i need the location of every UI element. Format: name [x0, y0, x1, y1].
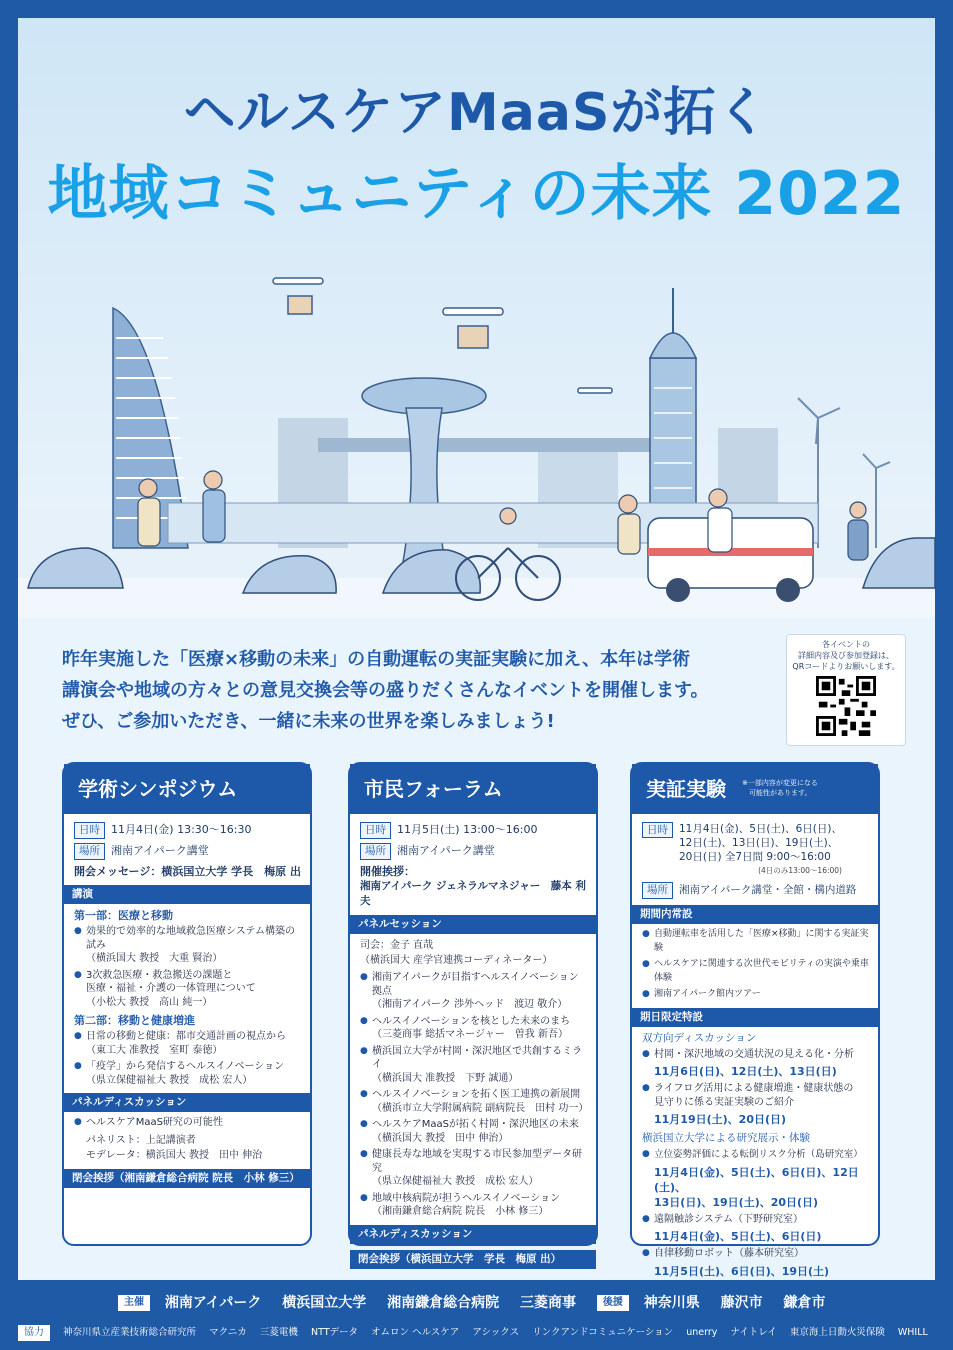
qr-code-icon[interactable]: [816, 676, 876, 736]
regular-bar: 期間内常設: [632, 905, 878, 924]
host-tag: 主催: [118, 1295, 150, 1311]
forum-title: 市民フォーラム: [350, 764, 596, 814]
closing-bar: 閉会挨拶（横浜国立大学 学長 梅原 出）: [350, 1250, 596, 1269]
qr-note-line3: QRコードよりお願いします。: [792, 662, 900, 671]
panel-bar: パネルディスカッション: [350, 1225, 596, 1244]
footer-cooperators: [18, 1324, 938, 1341]
disc-dates2: 11月19日(土)、20日(日): [654, 1113, 787, 1126]
list-item: ● 「疫学」から発信するヘルスイノベーション （県立保健福祉大 教授 成松 宏人）: [74, 1060, 302, 1087]
disc-dates1: 11月6日(日)、12日(土)、13日(日): [654, 1065, 837, 1078]
cooperator-name: ナイトレイ: [730, 1327, 777, 1338]
list-item: ● ヘルスケアMaaSが拓く村岡・深沢地区の未来 （横浜国大 教授 田中 伸治）: [360, 1118, 588, 1145]
place-tag: 場所: [360, 843, 391, 860]
support-tag: 後援: [597, 1295, 629, 1311]
demo-date-line3: 20日(日) 全7日間 9:00～16:00: [679, 851, 831, 863]
place-tag: 場所: [642, 882, 673, 899]
exhibit-title: 横浜国立大学による研究展示・体験: [642, 1132, 810, 1144]
cooperator-name: unerry: [686, 1327, 718, 1338]
greeting: 湘南アイパーク ジェネラルマネジャー 藤本 利夫: [360, 880, 586, 907]
cooperator-name: 三菱電機: [259, 1327, 298, 1338]
list-item: ● ヘルスケアに関連する次世代モビリティの実演や乗車体験: [642, 958, 870, 985]
cooperator-name: NTTデータ: [310, 1327, 359, 1338]
supporter-name: 神奈川県: [643, 1295, 700, 1311]
part1-title: 第一部：医療と移動: [74, 909, 173, 922]
cooperator-name: 神奈川県立産業技術総合研究所: [63, 1327, 197, 1338]
forum-place: 湘南アイパーク講堂: [397, 844, 495, 857]
host-name: 湘南アイパーク: [164, 1295, 262, 1311]
ex-dates3: 11月5日(土)、6日(日)、19日(土): [654, 1264, 830, 1278]
ex-dates2: 11月4日(金)、5日(土)、6日(日): [654, 1230, 822, 1243]
list-item: ● 自律移動ロボット（藤本研究室）: [642, 1247, 870, 1261]
symposium-card: [62, 762, 312, 1246]
list-item: ● 効果的で効率的な地域救急医療システム構築の試み （横浜国大 教授 大重 賢治）: [74, 925, 302, 966]
date-tag: 日時: [74, 822, 105, 839]
list-item: ● 健康長寿な地域を実現する市民参加型データ研究 （県立保健福祉大 教授 成松 宏人）: [360, 1148, 588, 1189]
list-item: ● 自動運転車を活用した「医療×移動」に関する実証実験: [642, 928, 870, 955]
closing-bar: 閉会挨拶（湘南鎌倉総合病院 院長 小林 修三）: [64, 1169, 310, 1188]
panel-bar: パネルディスカッション: [64, 1093, 310, 1112]
intro-line-1: 昨年実施した「医療×移動の未来」の自動運転の実証実験に加え、本年は学術: [62, 649, 691, 670]
demo-date-note: (4日のみ13:00～16:00): [758, 866, 842, 875]
forum-date: 11月5日(土) 13:00～16:00: [397, 823, 538, 836]
list-item: ● 湘南アイパークが目指すヘルスイノベーション拠点 （湘南アイパーク 渉外ヘッド 渡辺 敬介）: [360, 971, 588, 1012]
host-name: 湘南鎌倉総合病院: [387, 1295, 500, 1311]
cooperator-name: 東京海上日動火災保険: [789, 1327, 885, 1338]
qr-note: [787, 635, 905, 672]
demo-date-line2: 12日(土)、13日(日)、19日(土)、: [679, 837, 839, 849]
list-item: ● 横浜国立大学が村岡・深沢地区で共創するミライ （横浜国大 准教授 下野 誠通）: [360, 1045, 588, 1086]
symposium-title: 学術シンポジウム: [64, 764, 310, 814]
host-name: 横浜国立大学: [282, 1295, 367, 1311]
list-item: ● 地域中核病院が担うヘルスイノベーション （湘南鎌倉総合病院 院長 小林 修三）: [360, 1192, 588, 1219]
date-tag: 日時: [642, 822, 673, 838]
panel-item: ● ヘルスケアMaaS研究の可能性: [74, 1116, 302, 1130]
symposium-place: 湘南アイパーク講堂: [111, 844, 209, 857]
qr-box[interactable]: [786, 634, 906, 746]
list-item: ● 村岡・深沢地域の交通状況の見える化・分析: [642, 1048, 870, 1062]
lecture-bar: 講演: [64, 885, 310, 904]
panelist: パネリスト：上記講演者: [86, 1134, 196, 1146]
host-name: 三菱商事: [519, 1295, 576, 1311]
mc-line1: 司会：金子 直哉: [360, 940, 434, 951]
cooperator-name: オムロン ヘルスケア: [371, 1327, 460, 1338]
forum-card: [348, 762, 598, 1265]
discussion-title: 双方向ディスカッション: [642, 1031, 757, 1044]
supporter-name: 鎌倉市: [783, 1295, 826, 1311]
session-bar: パネルセッション: [350, 915, 596, 934]
ex-dates1b: 13日(日)、19日(土)、20日(日): [654, 1195, 819, 1209]
place-tag: 場所: [74, 843, 105, 860]
opening-message: 開会メッセージ：横浜国立大学 学長 梅原 出: [74, 865, 301, 878]
city-illustration: [18, 248, 935, 618]
intro-line-3: ぜひ、ご参加いただき、一緒に未来の世界を楽しみましょう!: [62, 711, 555, 732]
list-item: ● ヘルスイノベーションを拓く医工連携の新展開 （横浜市立大学附属病院 副病院長 田村 功一）: [360, 1088, 588, 1115]
moderator: モデレータ：横浜国大 教授 田中 伸治: [86, 1149, 263, 1161]
demo-title: 実証実験: [646, 777, 726, 801]
list-item: ● 湘南アイパーク館内ツアー: [642, 988, 870, 1002]
list-item: ● 3次救急医療・救急搬送の課題と 医療・福祉・介護の一体管理について （小松大 教授 高山 純一）: [74, 969, 302, 1010]
list-item: ● ヘルスイノベーションを核とした未来のまち （三菱商事 総括マネージャー 曽我 新吾）: [360, 1015, 588, 1042]
demo-place: 湘南アイパーク講堂・全館・構内道路: [679, 884, 857, 896]
qr-note-line1: 各イベントの: [822, 640, 870, 649]
title-line2: 地域コミュニティの未来 2022: [47, 159, 906, 229]
part2-title: 第二部：移動と健康増進: [74, 1014, 195, 1027]
symposium-date: 11月4日(金) 13:30～16:30: [111, 823, 252, 836]
list-item: ● ライフログ活用による健康増進・健康状態の 見守りに係る実証実験のご紹介: [642, 1082, 870, 1109]
coop-tag: 協力: [18, 1325, 50, 1341]
demo-header: [632, 764, 878, 814]
list-item: ● 立位姿勢評価による転倒リスク分析（島研究室）: [642, 1148, 870, 1162]
title-line1: ヘルスケアMaaSが拓く: [183, 83, 770, 143]
cooperator-name: WHILL: [897, 1327, 928, 1338]
cooperator-name: リンクアンドコミュニケーション: [532, 1327, 674, 1338]
qr-note-line2: 詳細内容及び参加登録は、: [798, 651, 894, 660]
footer: [0, 1288, 953, 1350]
limited-bar: 期日限定特設: [632, 1008, 878, 1027]
demo-note: ※一部内容が変更になる 可能性があります。: [742, 779, 818, 797]
list-item: ● 遠隔触診システム（下野研究室）: [642, 1213, 870, 1227]
greeting-label: 開催挨拶：: [360, 865, 415, 878]
footer-organizers: [118, 1292, 841, 1312]
poster: [18, 18, 935, 1280]
date-tag: 日時: [360, 822, 391, 839]
demo-date-line1: 11月4日(金)、5日(土)、6日(日)、: [679, 823, 842, 835]
list-item: ● 日常の移動と健康：都市交通計画の視点から （東工大 准教授 室町 泰徳）: [74, 1030, 302, 1057]
supporter-name: 藤沢市: [720, 1295, 763, 1311]
ex-dates1a: 11月4日(金)、5日(土)、6日(日)、12日(土)、: [654, 1165, 859, 1194]
intro-line-2: 講演会や地域の方々との意見交換会等の盛りだくさんなイベントを開催します。: [62, 680, 709, 701]
cooperator-name: マクニカ: [209, 1327, 247, 1338]
mc-line2: （横浜国大 産学官連携コーディネーター）: [360, 955, 553, 966]
cooperator-name: アシックス: [472, 1327, 520, 1338]
demo-card: [630, 762, 880, 1278]
intro-text: [62, 644, 782, 737]
